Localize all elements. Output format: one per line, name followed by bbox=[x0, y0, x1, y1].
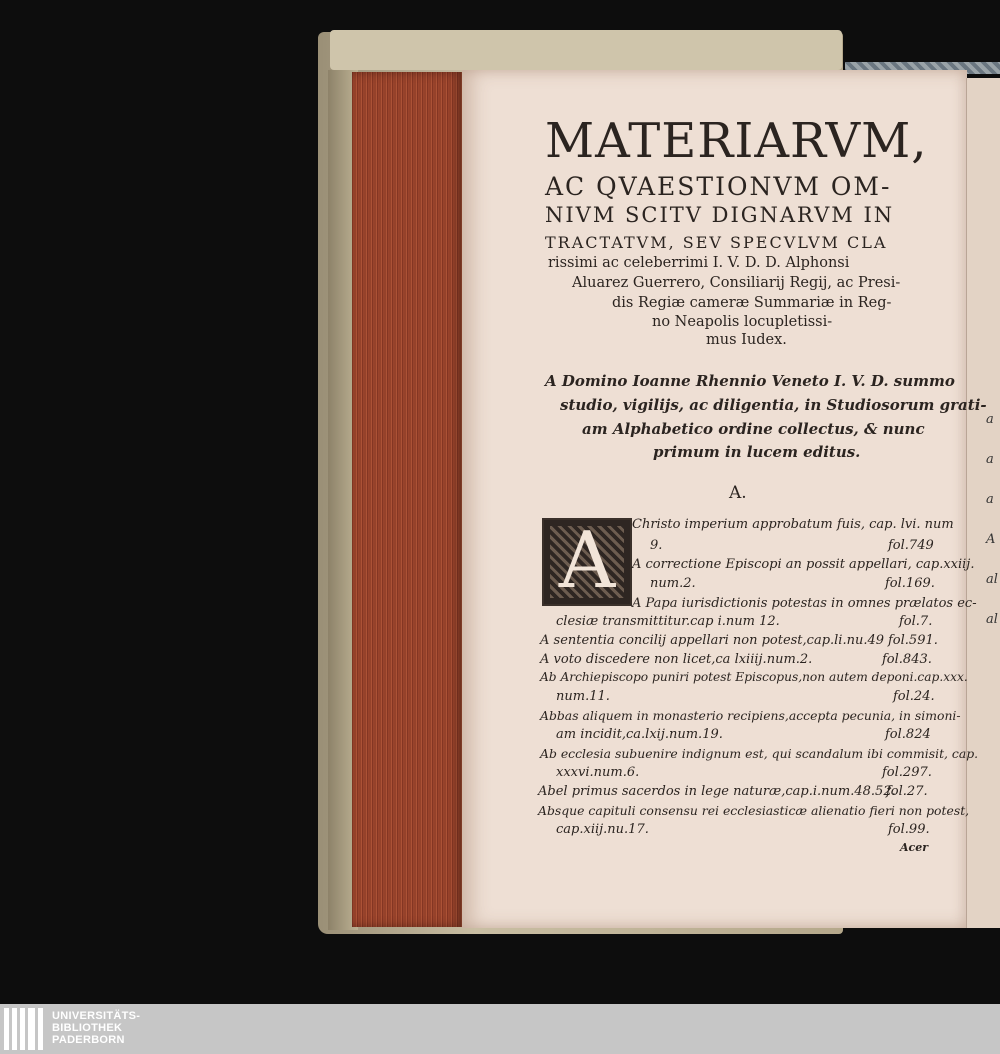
section-letter: A. bbox=[729, 483, 747, 503]
decorated-initial bbox=[542, 518, 632, 606]
index-entry: clesiæ transmittitur.cap i.num 12. bbox=[556, 614, 780, 629]
folio-ref: fol.169. bbox=[885, 576, 935, 591]
index-entry: Absque capituli consensu rei ecclesiasticæ alienatio fieri non potest, bbox=[538, 803, 970, 818]
folio-ref: fol.749 bbox=[888, 538, 934, 553]
index-entry: Abel primus sacerdos in lege naturæ,cap.i.num.48.52. bbox=[538, 784, 896, 799]
title-line: mus Iudex. bbox=[706, 332, 787, 348]
title-line: no Neapolis locupletissi- bbox=[652, 314, 833, 330]
subtitle-line: studio, vigilijs, ac diligentia, in Studiosorum grati- bbox=[560, 396, 987, 414]
library-name: UNIVERSITÄTS- BIBLIOTHEK PADERBORN bbox=[52, 1010, 141, 1046]
library-logo-icon bbox=[4, 1008, 46, 1050]
folio-ref: fol.99. bbox=[888, 822, 930, 837]
folio-ref: fol.297. bbox=[882, 765, 932, 780]
page-title: MATERIARVM, bbox=[545, 113, 928, 169]
subtitle-line: primum in lucem editus. bbox=[653, 443, 861, 461]
book-cover-top bbox=[330, 30, 842, 70]
folio-ref: fol.843. bbox=[882, 652, 932, 667]
catchword: Acer bbox=[900, 841, 929, 854]
folio-ref: fol.27. bbox=[886, 784, 928, 799]
index-entry: num.11. bbox=[556, 689, 610, 704]
facing-page-glyphs: a a a A al al bbox=[986, 412, 998, 627]
index-entry: num.2. bbox=[650, 576, 696, 591]
title-line: AC QVAESTIONVM OM- bbox=[545, 172, 892, 201]
index-entry: Ab Archiepiscopo puniri potest Episcopus,non autem deponi.cap.xxx. bbox=[540, 670, 968, 684]
folio-ref: fol.591. bbox=[888, 633, 938, 648]
index-entry: A Papa iurisdictionis potestas in omnes prælatos ec- bbox=[632, 596, 977, 611]
library-footer bbox=[0, 1004, 1000, 1054]
subtitle-line: A Domino Ioanne Rhennio Veneto I. V. D. summo bbox=[545, 372, 955, 390]
title-line: Aluarez Guerrero, Consiliarij Regij, ac Presi- bbox=[572, 275, 901, 291]
folio-ref: fol.824 bbox=[885, 727, 931, 742]
index-entry: Ab ecclesia subuenire indignum est, qui scandalum ibi commisit, cap. bbox=[540, 746, 979, 761]
folio-ref: fol.7. bbox=[899, 614, 933, 629]
subtitle-line: am Alphabetico ordine collectus, & nunc bbox=[582, 420, 925, 438]
index-entry: Christo imperium approbatum fuis, cap. lvi. num bbox=[632, 517, 954, 532]
initial-letter: A bbox=[558, 516, 616, 606]
index-entry: am incidit,ca.lxij.num.19. bbox=[556, 727, 723, 742]
index-entry: cap.xiij.nu.17. bbox=[556, 822, 649, 837]
index-entry: A sententia concilij appellari non potest,cap.li.nu.49 bbox=[540, 633, 885, 648]
title-line: TRACTATVM, SEV SPECVLVM CLA bbox=[545, 233, 888, 252]
title-line: rissimi ac celeberrimi I. V. D. D. Alphonsi bbox=[548, 255, 850, 271]
page-edges bbox=[352, 72, 464, 927]
title-line: NIVM SCITV DIGNARVM IN bbox=[545, 203, 895, 227]
index-entry: A voto discedere non licet,ca lxiiij.num.2. bbox=[540, 652, 813, 667]
index-entry: 9. bbox=[650, 538, 663, 553]
title-line: dis Regiæ cameræ Summariæ in Reg- bbox=[612, 295, 892, 311]
folio-ref: fol.24. bbox=[893, 689, 935, 704]
index-entry: Abbas aliquem in monasterio recipiens,accepta pecunia, in simoni- bbox=[540, 708, 961, 723]
index-entry: A correctione Episcopi an possit appellari, cap.xxiij. bbox=[632, 557, 975, 572]
index-entry: xxxvi.num.6. bbox=[556, 765, 640, 780]
